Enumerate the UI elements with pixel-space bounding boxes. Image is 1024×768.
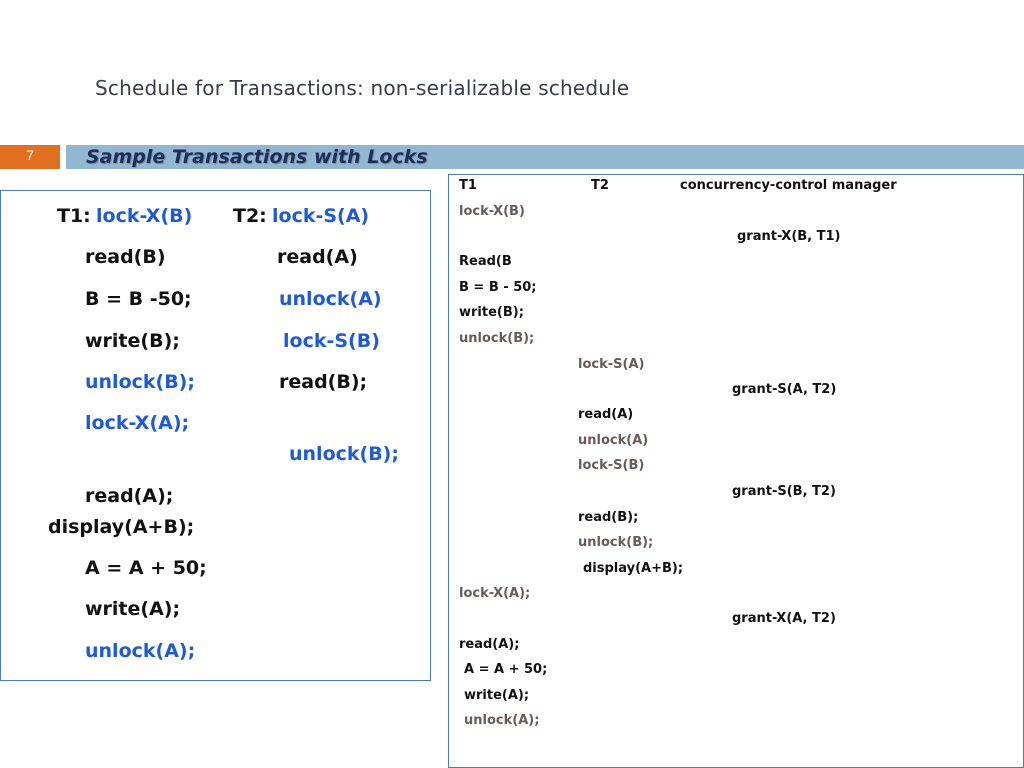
t2-step: read(B); [279,371,368,393]
schedule-step: lock-X(A); [459,586,531,601]
schedule-step: unlock(A); [464,713,540,728]
schedule-box [448,174,1024,768]
transactions-box [0,190,431,681]
schedule-step: unlock(A) [578,433,649,448]
schedule-step: lock-X(B) [459,204,525,219]
slide-number: 7 [0,145,60,169]
schedule-step: read(A); [459,637,520,652]
schedule-step: B = B - 50; [459,280,537,295]
schedule-step: read(B); [578,510,639,525]
schedule-step: Read(B [459,254,512,269]
schedule-step: grant-X(B, T1) [737,229,841,244]
schedule-step: write(A); [464,688,530,703]
t1-step: unlock(A); [85,640,196,662]
schedule-step: write(B); [459,305,524,320]
t1-step: A = A + 50; [85,557,207,579]
schedule-step: grant-X(A, T2) [732,611,836,626]
schedule-step: grant-S(B, T2) [732,484,836,499]
schedule-step: grant-S(A, T2) [732,382,837,397]
schedule-step: lock-S(A) [578,357,645,372]
t2-step: unlock(B); [289,443,399,465]
schedule-header-t2: T2 [591,178,609,193]
schedule-step: unlock(B); [578,535,654,550]
t1-step: display(A+B); [48,516,195,538]
t1-step: write(A); [85,598,181,620]
slide-heading: Schedule for Transactions: non-serializable schedule [95,76,630,100]
t2-lock: lock-S(A) [272,205,370,227]
t1-step: unlock(B); [85,371,195,393]
t1-lock: lock-X(B) [96,205,193,227]
t2-step: unlock(A) [279,288,382,310]
t1-step: lock-X(A); [85,412,190,434]
t1-label: T1: [57,205,91,227]
band-title: Sample Transactions with Locks [86,146,428,168]
t1-step: write(B); [85,330,180,352]
t1-step: B = B -50; [85,288,192,310]
t1-step: read(A); [85,485,174,507]
schedule-header-manager: concurrency-control manager [680,178,897,193]
schedule-step: A = A + 50; [464,662,548,677]
schedule-header-t1: T1 [459,178,477,193]
schedule-step: lock-S(B) [578,458,645,473]
schedule-step: read(A) [578,407,634,422]
t2-step: lock-S(B) [283,330,380,352]
t1-step: read(B) [85,246,166,268]
schedule-step: display(A+B); [583,561,684,576]
t2-step: read(A) [277,246,358,268]
t2-label: T2: [233,205,267,227]
schedule-step: unlock(B); [459,331,535,346]
